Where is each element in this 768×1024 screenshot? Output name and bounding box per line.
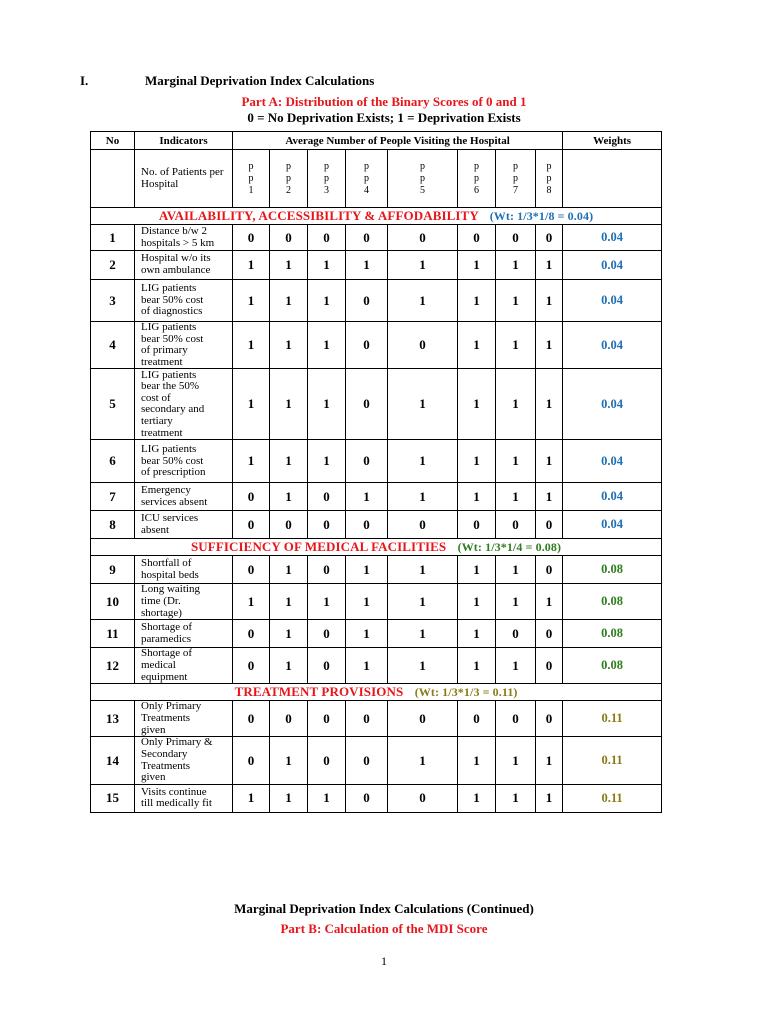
table-row [91,511,662,539]
row-number: 13 [91,701,135,737]
pp-header-char: p [248,172,254,184]
indicator-line: of diagnostics [141,305,203,318]
binary-score-cell: 1 [388,483,458,511]
weight-cell: 0.08 [563,584,662,620]
binary-score-cell: 1 [270,440,308,483]
binary-score-cell: 1 [346,620,388,648]
binary-score-cell: 1 [233,322,270,369]
binary-score-cell: 1 [346,483,388,511]
weight-cell: 0.11 [563,737,662,784]
binary-score-cell: 1 [270,322,308,369]
binary-score-cell: 0 [233,737,270,784]
binary-score-cell: 0 [308,701,346,737]
indicator-cell [135,737,233,784]
pp-header-7 [496,150,536,208]
table-row [91,556,662,584]
indicator-line: LIG patients [141,282,197,295]
binary-score-cell: 1 [536,251,563,280]
binary-score-cell: 1 [270,280,308,322]
binary-score-cell: 0 [308,483,346,511]
table-row [91,440,662,483]
binary-score-cell: 1 [496,251,536,280]
row-number: 2 [91,251,135,280]
binary-score-cell: 0 [388,322,458,369]
pp-header-char: p [546,172,552,184]
binary-score-cell: 0 [308,648,346,684]
binary-score-cell: 1 [233,280,270,322]
section-header-row [91,539,662,556]
weight-cell: 0.04 [563,225,662,251]
section-weight-formula: (Wt: 1/3*1/4 = 0.08) [457,540,562,555]
binary-score-cell: 1 [458,620,496,648]
pp-header-char: p [364,172,369,184]
binary-score-cell: 0 [346,322,388,369]
binary-score-cell: 1 [536,737,563,784]
pp-header-char: p [324,160,329,172]
row-number: 9 [91,556,135,584]
row-number: 7 [91,483,135,511]
pp-header-char: 1 [248,184,254,196]
table-row [91,620,662,648]
indicator-line: treatment [141,426,183,439]
weight-cell: 0.11 [563,701,662,737]
binary-score-cell: 1 [458,440,496,483]
section-header-cell [91,539,662,556]
indicator-line: equipment [141,670,188,683]
indicator-line: cost of [141,391,171,404]
indicator-line: of prescription [141,466,206,479]
binary-score-cell: 0 [308,511,346,539]
binary-score-cell: 0 [233,648,270,684]
table-row [91,648,662,684]
binary-score-cell: 1 [388,584,458,620]
subheader-patients-label: No. of Patients per Hospital [135,150,233,208]
indicator-cell [135,225,233,251]
binary-score-cell: 0 [536,648,563,684]
part-a-title: Part A: Distribution of the Binary Scores of 0 and 1 [241,94,527,109]
row-number: 8 [91,511,135,539]
binary-score-cell: 1 [496,280,536,322]
section-weight-formula: (Wt: 1/3*1/8 = 0.04) [489,209,594,223]
binary-score-cell: 0 [346,225,388,251]
part-b-title: Part B: Calculation of the MDI Score [280,921,488,936]
section-title: AVAILABILITY, ACCESSIBILITY & AFFODABILITY [158,208,479,223]
binary-score-cell: 1 [536,483,563,511]
indicator-line: Visits continue [141,785,207,798]
weight-cell: 0.04 [563,322,662,369]
indicator-line: own ambulance [141,264,211,276]
binary-score-cell: 0 [233,701,270,737]
indicator-line: of primary [141,344,188,357]
pp-header-char: p [513,172,518,184]
binary-score-cell: 1 [458,483,496,511]
binary-score-cell: 0 [270,511,308,539]
binary-score-cell: 0 [536,620,563,648]
indicator-line: ICU services [141,512,199,525]
binary-score-cell: 1 [308,784,346,812]
binary-score-cell: 0 [270,701,308,737]
indicator-line: bear 50% cost [141,454,204,467]
row-number: 12 [91,648,135,684]
binary-legend: 0 = No Deprivation Exists; 1 = Deprivation Exists [247,110,521,125]
indicator-line: Treatments [141,759,191,772]
section-title: TREATMENT PROVISIONS [234,684,404,700]
binary-score-cell: 1 [458,369,496,440]
indicator-line: Only Primary [141,700,202,713]
row-number: 6 [91,440,135,483]
weight-cell: 0.11 [563,784,662,812]
binary-score-cell: 0 [536,701,563,737]
indicator-cell [135,701,233,737]
binary-score-cell: 1 [458,737,496,784]
binary-score-cell: 1 [233,369,270,440]
header-no: No [91,132,135,150]
table-row [91,784,662,812]
indicator-line: medical [141,659,176,672]
binary-score-cell: 1 [496,737,536,784]
pp-header-char: p [286,172,291,184]
indicator-cell [135,784,233,812]
binary-score-cell: 0 [346,280,388,322]
binary-score-cell: 0 [458,511,496,539]
binary-score-cell: 0 [233,511,270,539]
pp-header-4 [346,150,388,208]
pp-header-6 [458,150,496,208]
mdi-table [90,131,662,813]
binary-score-cell: 1 [536,322,563,369]
indicator-line: Emergency [141,484,191,497]
indicator-cell [135,584,233,620]
binary-score-cell: 0 [308,556,346,584]
indicator-line: bear 50% cost [141,293,204,306]
binary-score-cell: 0 [496,620,536,648]
binary-score-cell: 1 [233,440,270,483]
row-number: 3 [91,280,135,322]
binary-score-cell: 0 [388,225,458,251]
binary-score-cell: 1 [536,440,563,483]
binary-score-cell: 0 [233,225,270,251]
weight-cell: 0.08 [563,556,662,584]
indicator-line: paramedics [141,632,192,645]
pp-header-char: 3 [324,184,329,196]
section-header-row [91,208,662,225]
indicator-line: till medically fit [141,797,212,810]
binary-score-cell: 0 [233,620,270,648]
indicator-line: Hospital w/o its [141,252,211,265]
table-header-row [91,132,662,150]
indicator-line: LIG patients [141,442,197,455]
indicator-line: Shortage of [141,647,193,660]
pp-header-char: p [420,160,425,172]
pp-header-char: 7 [513,184,518,196]
indicator-line: Long waiting [141,583,200,596]
indicator-line: secondary and [141,403,205,416]
table-row [91,280,662,322]
pp-header-char: 6 [474,184,479,196]
table-subheader-row [91,150,662,208]
binary-score-cell: 1 [536,280,563,322]
binary-score-cell: 1 [388,440,458,483]
binary-score-cell: 0 [458,225,496,251]
binary-score-cell: 0 [308,737,346,784]
pp-header-char: p [286,160,291,172]
binary-score-cell: 1 [388,737,458,784]
indicator-line: Shortage of [141,621,193,634]
indicator-line: hospitals > 5 km [141,236,215,249]
indicator-line: treatment [141,355,183,368]
indicator-cell [135,251,233,280]
binary-score-cell: 1 [346,584,388,620]
pp-header-char: p [420,172,425,184]
binary-score-cell: 1 [270,483,308,511]
section-number: I. [80,73,89,88]
binary-score-cell: 1 [233,584,270,620]
binary-score-cell: 1 [388,251,458,280]
binary-score-cell: 1 [496,483,536,511]
row-number: 14 [91,737,135,784]
binary-score-cell: 1 [458,648,496,684]
row-number: 15 [91,784,135,812]
binary-score-cell: 1 [308,369,346,440]
indicator-line: bear 50% cost [141,332,204,345]
pp-header-char: p [324,172,329,184]
binary-score-cell: 0 [536,225,563,251]
pp-header-1 [233,150,270,208]
binary-score-cell: 1 [496,784,536,812]
binary-score-cell: 1 [270,620,308,648]
indicator-line: bear the 50% [141,380,200,393]
table-row [91,251,662,280]
indicator-cell [135,620,233,648]
binary-score-cell: 0 [346,784,388,812]
pp-header-char: p [364,160,369,172]
table-row [91,584,662,620]
table-row [91,322,662,369]
binary-score-cell: 1 [458,322,496,369]
binary-score-cell: 1 [388,620,458,648]
binary-score-cell: 1 [388,369,458,440]
binary-score-cell: 0 [308,225,346,251]
indicator-line: LIG patients [141,321,197,333]
binary-score-cell: 1 [496,322,536,369]
subheader-weight-blank [563,150,662,208]
header-weights: Weights [563,132,662,150]
pp-header-2 [270,150,308,208]
binary-score-cell: 1 [270,784,308,812]
binary-score-cell: 1 [496,648,536,684]
binary-score-cell: 1 [458,280,496,322]
binary-score-cell: 0 [270,225,308,251]
binary-score-cell: 1 [536,784,563,812]
binary-score-cell: 1 [233,784,270,812]
pp-header-char: 4 [364,184,369,196]
binary-score-cell: 0 [496,511,536,539]
indicator-line: given [141,771,166,784]
indicator-line: time (Dr. [141,595,181,608]
continued-title: Marginal Deprivation Index Calculations (Continued) [234,901,534,916]
table-row [91,225,662,251]
weight-cell: 0.04 [563,369,662,440]
indicator-line: Only Primary & [141,736,213,749]
indicator-cell [135,483,233,511]
binary-score-cell: 0 [346,369,388,440]
header-indicators: Indicators [135,132,233,150]
table-row [91,701,662,737]
binary-score-cell: 0 [233,556,270,584]
table-row [91,369,662,440]
binary-score-cell: 1 [458,251,496,280]
binary-score-cell: 1 [308,584,346,620]
indicator-cell [135,556,233,584]
row-number: 5 [91,369,135,440]
binary-score-cell: 1 [536,584,563,620]
binary-score-cell: 1 [496,369,536,440]
binary-score-cell: 0 [308,620,346,648]
pp-header-char: 8 [546,184,552,196]
section-weight-formula: (Wt: 1/3*1/3 = 0.11) [414,685,518,700]
pp-header-char: p [474,160,479,172]
binary-score-cell: 1 [308,251,346,280]
binary-score-cell: 0 [458,701,496,737]
indicator-line: Secondary [141,747,188,760]
binary-score-cell: 1 [496,556,536,584]
binary-score-cell: 1 [346,251,388,280]
indicator-cell [135,440,233,483]
weight-cell: 0.08 [563,648,662,684]
binary-score-cell: 1 [388,648,458,684]
weight-cell: 0.04 [563,280,662,322]
header-average-visitors: Average Number of People Visiting the Hospital [233,132,563,150]
binary-score-cell: 1 [346,556,388,584]
page-number: 1 [381,954,387,968]
binary-score-cell: 0 [536,511,563,539]
binary-score-cell: 0 [388,511,458,539]
indicator-line: given [141,723,166,736]
indicator-line: services absent [141,495,208,508]
binary-score-cell: 0 [346,701,388,737]
table-row [91,483,662,511]
pp-header-char: 5 [420,184,425,196]
weight-cell: 0.04 [563,251,662,280]
indicator-line: Treatments [141,712,191,725]
binary-score-cell: 1 [346,648,388,684]
row-number: 1 [91,225,135,251]
binary-score-cell: 0 [496,701,536,737]
binary-score-cell: 1 [388,556,458,584]
row-number: 11 [91,620,135,648]
binary-score-cell: 0 [346,737,388,784]
subheader-blank [91,150,135,208]
pp-header-char: p [546,160,552,172]
indicator-line: LIG patients [141,368,197,381]
binary-score-cell: 0 [388,784,458,812]
binary-score-cell: 0 [233,483,270,511]
pp-header-char: p [248,160,254,172]
binary-score-cell: 0 [388,701,458,737]
pp-header-char: p [513,160,518,172]
binary-score-cell: 1 [458,584,496,620]
binary-score-cell: 1 [270,251,308,280]
binary-score-cell: 1 [536,369,563,440]
weight-cell: 0.04 [563,511,662,539]
table-row [91,737,662,784]
pp-header-5 [388,150,458,208]
indicator-line: Distance b/w 2 [141,224,207,237]
binary-score-cell: 1 [270,737,308,784]
binary-score-cell: 1 [270,648,308,684]
binary-score-cell: 1 [496,440,536,483]
binary-score-cell: 1 [270,556,308,584]
binary-score-cell: 0 [346,511,388,539]
indicator-cell [135,322,233,369]
binary-score-cell: 0 [496,225,536,251]
binary-score-cell: 1 [308,440,346,483]
weight-cell: 0.04 [563,483,662,511]
binary-score-cell: 1 [270,584,308,620]
binary-score-cell: 1 [458,556,496,584]
binary-score-cell: 1 [458,784,496,812]
pp-header-char: p [474,172,479,184]
indicator-line: Shortfall of [141,557,192,570]
row-number: 10 [91,584,135,620]
pp-header-8 [536,150,563,208]
binary-score-cell: 1 [308,280,346,322]
binary-score-cell: 1 [270,369,308,440]
row-number: 4 [91,322,135,369]
weight-cell: 0.08 [563,620,662,648]
binary-score-cell: 0 [536,556,563,584]
pp-header-3 [308,150,346,208]
indicator-cell [135,280,233,322]
binary-score-cell: 1 [496,584,536,620]
binary-score-cell: 0 [346,440,388,483]
pp-header-char: 2 [286,184,291,196]
indicator-line: tertiary [141,414,173,427]
section-title: Marginal Deprivation Index Calculations [145,73,375,88]
section-title: SUFFICIENCY OF MEDICAL FACILITIES [190,539,447,555]
indicator-line: hospital beds [141,568,199,581]
indicator-cell [135,369,233,440]
indicator-cell [135,648,233,684]
indicator-cell [135,511,233,539]
binary-score-cell: 1 [388,280,458,322]
section-header-cell [91,208,662,225]
binary-score-cell: 1 [233,251,270,280]
binary-score-cell: 1 [308,322,346,369]
section-header-cell [91,684,662,701]
indicator-line: absent [141,523,170,536]
indicator-line: shortage) [141,606,182,619]
weight-cell: 0.04 [563,440,662,483]
section-header-row [91,684,662,701]
